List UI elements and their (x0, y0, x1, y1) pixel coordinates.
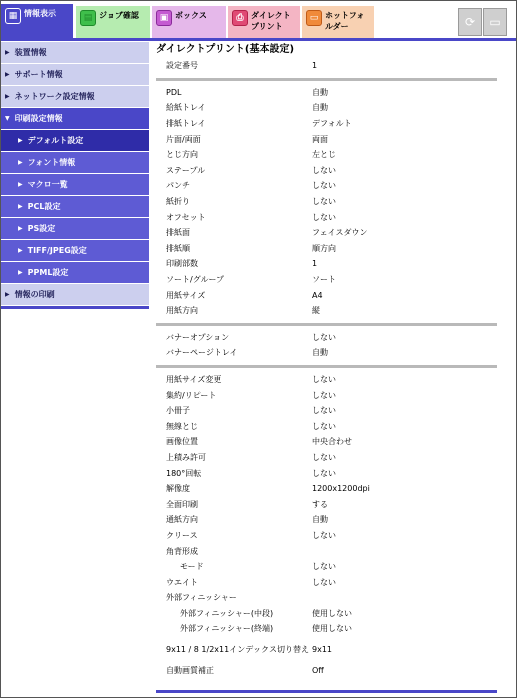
setting-row (156, 663, 497, 679)
setting-row (156, 450, 497, 466)
sidebar-item-support[interactable]: ▶ サポート情報 (1, 64, 149, 86)
setting-row (156, 528, 497, 544)
setting-label: 上積み許可 (166, 452, 206, 462)
setting-label: 画像位置 (166, 437, 198, 447)
setting-value: しない (312, 577, 336, 587)
divider (156, 323, 497, 326)
arrow-icon: ▶ (5, 49, 10, 56)
setting-row (156, 590, 497, 606)
arrow-icon: ▶ (18, 181, 23, 188)
setting-value: 両面 (312, 134, 328, 144)
setting-value: Off (312, 666, 324, 676)
setting-value: しない (312, 212, 336, 222)
setting-value: 自動 (312, 103, 328, 113)
setting-value: しない (312, 390, 336, 400)
setting-row (156, 434, 497, 450)
tab-job[interactable] (76, 6, 150, 38)
setting-row (156, 272, 497, 288)
setting-value: しない (312, 452, 336, 462)
setting-value: 自動 (312, 515, 328, 525)
setting-value: フェイスダウン (312, 228, 368, 238)
setting-label: 180°回転 (166, 468, 202, 478)
tab-bar (1, 1, 516, 39)
setting-value: 自動 (312, 348, 328, 358)
setting-label: 設定番号 (166, 61, 198, 71)
sidebar-item-network[interactable]: ▶ ネットワーク設定情報 (1, 86, 149, 108)
setting-value: しない (312, 332, 336, 342)
sidebar-subitem-pcl[interactable]: ▶ PCL設定 (1, 196, 149, 218)
setting-label: 片面/両面 (166, 134, 201, 144)
setting-label: 通紙方向 (166, 515, 198, 525)
setting-row (156, 147, 497, 163)
setting-label: 用紙サイズ変更 (166, 374, 222, 384)
setting-row (156, 496, 497, 512)
setting-row (156, 330, 497, 346)
sidebar-subitem-ps[interactable]: ▶ PS設定 (1, 218, 149, 240)
tab-bar-underline (1, 38, 516, 41)
setting-value: しない (312, 468, 336, 478)
setting-value: しない (312, 165, 336, 175)
arrow-down-icon: ▼ (5, 115, 10, 122)
setting-row (156, 287, 497, 303)
arrow-icon: ▶ (5, 93, 10, 100)
setting-row (156, 256, 497, 272)
setting-row (156, 481, 497, 497)
arrow-icon: ▶ (18, 203, 23, 210)
setting-label: 外部フィニッシャー(中段) (180, 608, 274, 618)
divider (156, 365, 497, 368)
arrow-icon: ▶ (5, 71, 10, 78)
setting-label: 外部フィニッシャー(終端) (180, 624, 274, 634)
setting-value: 中央合わせ (312, 437, 352, 447)
setting-row (156, 131, 497, 147)
sidebar-subitem-tiff[interactable]: ▶ TIFF/JPEG設定 (1, 240, 149, 262)
direct-print-icon: ⎙ (232, 10, 248, 26)
setting-label: 解像度 (166, 484, 190, 494)
setting-row (156, 345, 497, 361)
sidebar-subitem-font[interactable]: ▶ フォント情報 (1, 152, 149, 174)
tab-info-label: 情報表示 (24, 9, 56, 18)
setting-value: 使用しない (312, 608, 352, 618)
setting-value: 使用しない (312, 624, 352, 634)
setting-row (156, 372, 497, 388)
tab-box[interactable] (152, 6, 226, 38)
setting-label: ソート/グループ (166, 275, 225, 285)
arrow-icon: ▶ (18, 225, 23, 232)
main-content (156, 42, 497, 678)
setting-label: 自動画質補正 (166, 666, 214, 676)
setting-label: 無線とじ (166, 421, 198, 431)
setting-row (156, 637, 497, 663)
setting-row (156, 58, 497, 74)
sidebar (1, 42, 149, 309)
tab-job-label: ジョブ確認 (99, 11, 139, 20)
arrow-icon: ▶ (5, 291, 10, 298)
settings-group-banner (156, 330, 497, 361)
setting-label: 排紙順 (166, 243, 190, 253)
setting-value: する (312, 499, 328, 509)
folder-icon: ▭ (306, 10, 322, 26)
refresh-button[interactable] (458, 8, 482, 36)
job-icon: ▤ (80, 10, 96, 26)
setting-row (156, 512, 497, 528)
setting-label: 紙折り (166, 197, 190, 207)
sidebar-item-print-info[interactable]: ▶ 情報の印刷 (1, 284, 149, 306)
arrow-icon: ▶ (18, 159, 23, 166)
setting-value: しない (312, 374, 336, 384)
setting-value: 自動 (312, 87, 328, 97)
setting-value: しない (312, 181, 336, 191)
setting-label: 排紙面 (166, 228, 190, 238)
setting-value: しない (312, 421, 336, 431)
setting-value: A4 (312, 290, 323, 300)
setting-label: PDL (166, 87, 182, 97)
setting-row (156, 178, 497, 194)
display-icon: ▭ (489, 15, 501, 29)
setting-label: 角背形成 (166, 546, 198, 556)
setting-label: モード (180, 562, 204, 572)
setting-row (156, 465, 497, 481)
setting-value: 1 (312, 61, 318, 71)
arrow-icon: ▶ (18, 137, 23, 144)
setting-row (156, 543, 497, 559)
setting-value: 9x11 (312, 645, 333, 655)
sidebar-subitem-default[interactable]: ▶ デフォルト設定 (1, 130, 149, 152)
arrow-icon: ▶ (18, 269, 23, 276)
setting-row (156, 559, 497, 575)
box-icon: ▣ (156, 10, 172, 26)
setting-value: しない (312, 562, 336, 572)
setting-value: デフォルト (312, 119, 352, 129)
setting-value: 1200x1200dpi (312, 484, 370, 494)
tab-info[interactable] (1, 4, 73, 38)
setting-value: ソート (312, 275, 336, 285)
sidebar-item-print-settings[interactable]: ▼ 印刷設定情報 (1, 108, 149, 130)
settings-group-advanced (156, 372, 497, 679)
setting-label: 給紙トレイ (166, 103, 206, 113)
setting-row (156, 303, 497, 319)
setting-label: バナーページトレイ (166, 348, 238, 358)
setting-value: 縦 (312, 306, 320, 316)
setting-row (156, 574, 497, 590)
setting-label: 9x11 / 8 1/2x11インデックス切り替え (166, 644, 309, 654)
setting-row (156, 194, 497, 210)
setting-label: 集約/リピート (166, 390, 217, 400)
setting-label: 排紙トレイ (166, 119, 206, 129)
setting-row (156, 225, 497, 241)
page-title: ダイレクトプリント(基本設定) (156, 44, 295, 55)
setting-row (156, 387, 497, 403)
setting-row (156, 621, 497, 637)
setting-row (156, 403, 497, 419)
sidebar-subitem-ppml[interactable]: ▶ PPML設定 (1, 262, 149, 284)
setting-label: 外部フィニッシャー (166, 593, 237, 603)
setting-label: バナーオプション (166, 332, 230, 342)
setting-label: オフセット (166, 212, 206, 222)
setting-value: 1 (312, 259, 318, 269)
tab-direct-print[interactable] (228, 6, 300, 38)
setting-row (156, 163, 497, 179)
setting-row (156, 85, 497, 101)
setting-label: クリース (166, 530, 198, 540)
setting-row (156, 606, 497, 622)
setting-label: 用紙サイズ (166, 290, 206, 300)
refresh-icon: ⟳ (464, 15, 476, 29)
setting-label: 小冊子 (166, 406, 190, 416)
arrow-icon: ▶ (18, 247, 23, 254)
setting-label: ステープル (166, 165, 206, 175)
sidebar-subitem-macro[interactable]: ▶ マクロ一覧 (1, 174, 149, 196)
setting-label: 印刷部数 (166, 259, 198, 269)
setting-row (156, 418, 497, 434)
display-button[interactable] (483, 8, 507, 36)
setting-value: しない (312, 406, 336, 416)
sidebar-item-device[interactable]: ▶ 装置情報 (1, 42, 149, 64)
setting-row (156, 116, 497, 132)
settings-group-basic (156, 85, 497, 319)
setting-row (156, 241, 497, 257)
tab-hot-label: ホットフォルダー (325, 11, 365, 31)
tab-box-label: ボックス (175, 11, 207, 20)
tab-direct-label: ダイレクトプリント (251, 11, 291, 31)
setting-value: しない (312, 197, 336, 207)
setting-value: しない (312, 530, 336, 540)
divider (156, 78, 497, 81)
setting-value: 左とじ (312, 150, 336, 160)
setting-label: とじ方向 (166, 150, 198, 160)
setting-value: 順方向 (312, 243, 336, 253)
info-icon: ▦ (5, 8, 21, 24)
setting-label: ウエイト (166, 577, 198, 587)
setting-label: 全面印刷 (166, 499, 198, 509)
tab-hot-folder[interactable] (302, 6, 374, 38)
setting-row (156, 100, 497, 116)
settings-group-number (156, 58, 497, 74)
setting-label: 用紙方向 (166, 306, 198, 316)
sidebar-bottom-line (1, 306, 149, 309)
setting-row (156, 209, 497, 225)
setting-label: パンチ (166, 181, 190, 191)
main-bottom-line (156, 690, 497, 693)
